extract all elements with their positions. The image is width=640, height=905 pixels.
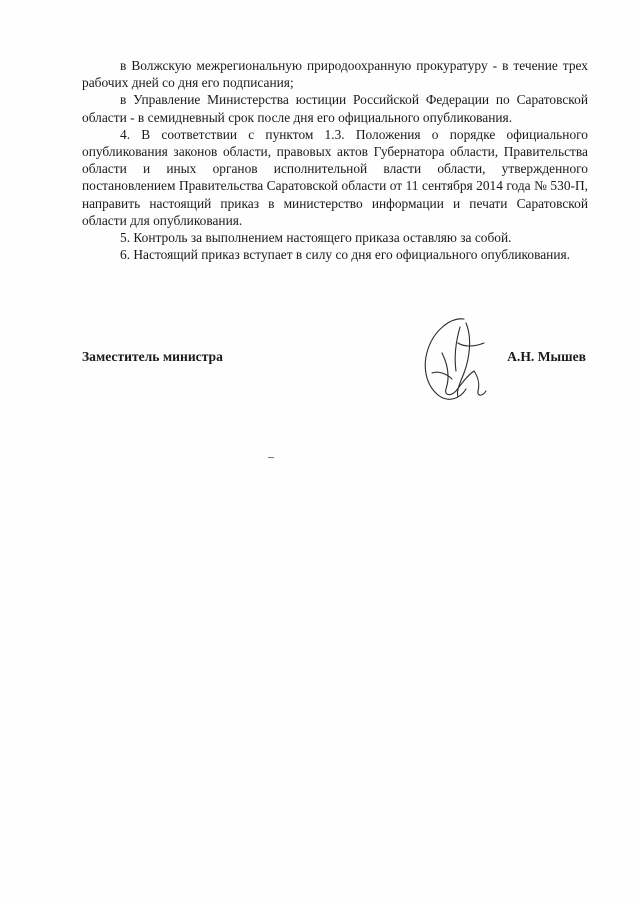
paragraph-justice-ministry-notice: в Управление Министерства юстиции Российской Федерации по Саратовской области - в семидневный срок после дня его официального опубликования. (82, 92, 588, 125)
signer-position: Заместитель министра (82, 349, 223, 364)
paragraph-item-5-control: 5. Контроль за выполнением настоящего приказа оставляю за собой. (120, 230, 512, 246)
signer-name: А.Н. Мышев (507, 349, 586, 364)
scan-speck (268, 457, 274, 458)
signature-block (82, 348, 588, 388)
paragraph-prosecutor-notice: в Волжскую межрегиональную природоохранную прокуратуру - в течение трех рабочих дней со дня его подписания; (82, 58, 588, 91)
paragraph-item-6-effective: 6. Настоящий приказ вступает в силу со дня его официального опубликования. (120, 247, 570, 263)
document-body (82, 57, 588, 263)
paragraph-item-4-publication: 4. В соответствии с пунктом 1.3. Положения о порядке официального опубликования законов области, правовых актов Губернатора области, Правительства области и иных органов исполнительной власти области, утвержденного постановлением Правительства Саратовской области от 11 сентября 2014 года № 530-П, направить настоящий приказ в министерство информации и печати Саратовской области для опубликования. (82, 126, 588, 228)
